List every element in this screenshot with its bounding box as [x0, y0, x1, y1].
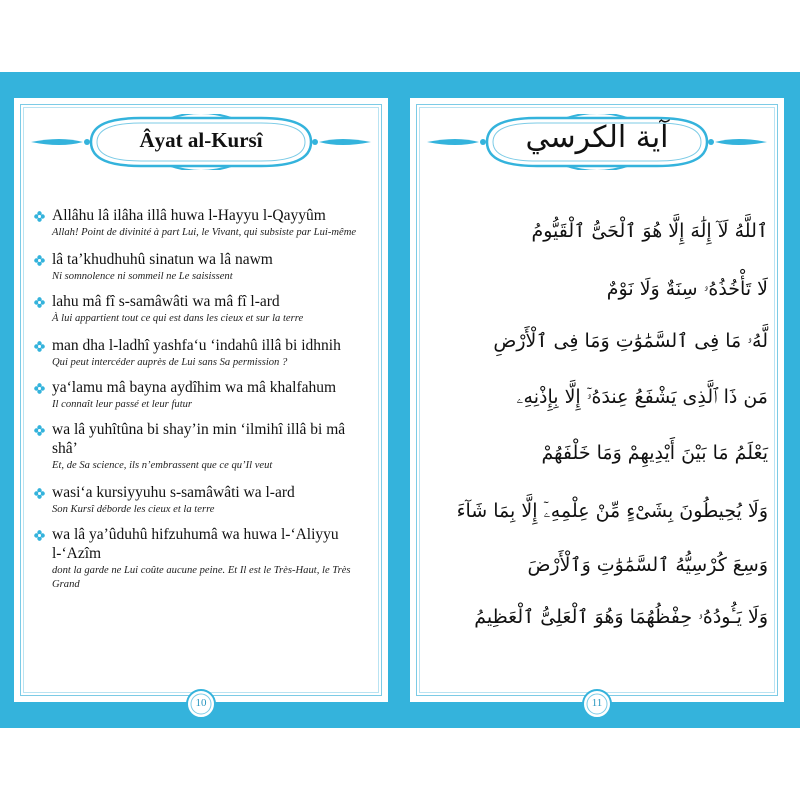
- page-number: 10: [195, 697, 207, 709]
- verse-item: [32, 483, 374, 517]
- verse-transliteration: man dha l-ladhî yashfa‘u ‘indahû illâ bi idhnih: [52, 337, 341, 354]
- arabic-verse: مَن ذَا ٱلَّذِى يَشْفَعُ عِندَهُۥٓ إِلَّا بِإِذْنِهِۦ: [516, 386, 768, 408]
- transliteration-list: [32, 206, 374, 592]
- verse-translation: Allah! Point de divinité à part Lui, le Vivant, qui subsiste par Lui-même: [52, 227, 357, 238]
- page-number: 11: [591, 697, 603, 709]
- flower-bullet-icon: [34, 383, 45, 394]
- flower-bullet-icon: [34, 530, 45, 541]
- flower-bullet-icon: [34, 341, 45, 352]
- flower-bullet-icon: [34, 488, 45, 499]
- verse-transliteration: Allâhu lâ ilâha illâ huwa l-Hayyu l-Qayyûm: [52, 207, 326, 224]
- verse-translation: Il connaît leur passé et leur futur: [52, 399, 193, 410]
- verse-transliteration: wa lâ yuhîtûna bi shay’in min ‘ilmihî illâ bi mâ shâ’: [52, 421, 346, 457]
- verse-item: [32, 378, 374, 412]
- flower-bullet-icon: [34, 297, 45, 308]
- title-banner-left: [31, 114, 371, 170]
- verse-item: [32, 250, 374, 284]
- arabic-verse: لَا تَأْخُذُهُۥ سِنَةٌ وَلَا نَوْمٌ: [606, 278, 768, 300]
- verse-item: [32, 292, 374, 326]
- verse-translation: dont la garde ne Lui coûte aucune peine. Et Il est le Très-Haut, le Très Grand: [52, 565, 351, 590]
- flower-bullet-icon: [34, 255, 45, 266]
- verse-transliteration: ya‘lamu mâ bayna aydîhim wa mâ khalfahum: [52, 379, 337, 396]
- verse-item: [32, 525, 374, 592]
- arabic-verse: يَعْلَمُ مَا بَيْنَ أَيْدِيهِمْ وَمَا خَلْفَهُمْ: [541, 442, 768, 464]
- arabic-verse: وَسِعَ كُرْسِيُّهُ ٱلسَّمَٰوَٰتِ وَٱلْأَرْضَ: [527, 554, 768, 576]
- title-banner-right: [427, 114, 767, 170]
- book-spread: [0, 72, 800, 728]
- verse-transliteration: wa lâ ya’ûduhû hifzuhumâ wa huwa l-‘Aliyyu l-‘Azîm: [52, 526, 339, 562]
- verse-transliteration: lâ ta’khudhuhû sinatun wa lâ nawm: [52, 251, 273, 268]
- page-title: Âyat al-Kursî: [139, 128, 263, 152]
- verse-item: [32, 336, 374, 370]
- verse-translation: Ni somnolence ni sommeil ne Le saisissent: [52, 271, 233, 282]
- verse-item: [32, 420, 374, 473]
- arabic-verse: وَلَا يُحِيطُونَ بِشَىْءٍ مِّنْ عِلْمِهِۦٓ إِلَّا بِمَا شَآءَ: [456, 500, 768, 522]
- page-number-badge: [185, 688, 217, 720]
- verse-translation: Son Kursî déborde les cieux et la terre: [52, 504, 215, 515]
- flower-bullet-icon: [34, 425, 45, 436]
- arabic-verse: لَّهُۥ مَا فِى ٱلسَّمَٰوَٰتِ وَمَا فِى ٱلْأَرْضِ: [493, 330, 768, 352]
- left-page: [14, 98, 388, 709]
- verse-translation: Qui peut intercéder auprès de Lui sans Sa permission ?: [52, 357, 288, 368]
- verse-transliteration: lahu mâ fî s-samâwâti wa mâ fî l-ard: [52, 293, 280, 310]
- verse-item: [32, 206, 374, 240]
- page-title-arabic: آية الكرسي: [525, 120, 669, 155]
- flower-bullet-icon: [34, 211, 45, 222]
- verse-transliteration: wasi‘a kursiyyuhu s-samâwâti wa l-ard: [52, 484, 295, 501]
- arabic-verse: وَلَا يَـُٔودُهُۥ حِفْظُهُمَا وَهُوَ ٱلْعَلِىُّ ٱلْعَظِيمُ: [474, 606, 768, 628]
- verse-translation: À lui appartient tout ce qui est dans les cieux et sur la terre: [52, 313, 304, 324]
- verse-translation: Et, de Sa science, ils n’embrassent que ce qu’Il veut: [52, 460, 273, 471]
- right-page: [410, 98, 784, 709]
- arabic-verse: ٱللَّهُ لَآ إِلَٰهَ إِلَّا هُوَ ٱلْحَىُّ ٱلْقَيُّومُ: [531, 220, 768, 242]
- page-number-badge: [581, 688, 613, 720]
